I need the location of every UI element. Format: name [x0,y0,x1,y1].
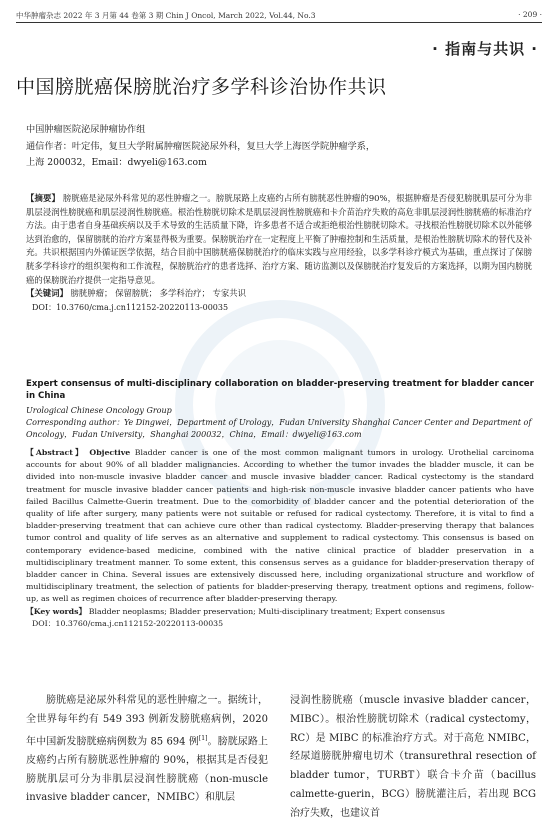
abstract-cn-label: 【摘要】 [26,193,61,203]
page-number: · 209 · [518,10,542,19]
body-column-left [26,692,268,808]
header-rule [16,22,542,23]
english-group: Urological Chinese Oncology Group [26,406,172,415]
body-left-part-b: 。膀胱尿路上皮癌约占所有膀胱恶性肿瘤的 90%，根据其是否侵犯膀胱肌层可分为非肌层浸润性膀胱癌（non-muscle invasive bladder cancer，NMIBC）和肌层 [26,735,268,804]
abstract-en-label: 【Abstract】 [26,448,85,457]
article-title: 中国膀胱癌保膀胱治疗多学科诊治协作共识 [16,76,387,98]
objective-label: Objective [89,448,131,457]
abstract-cn [26,192,532,314]
body-column-right: 浸润性膀胱癌（muscle invasive bladder cancer，MIBC）。根治性膀胱切除术（radical cystectomy，RC）是 MIBC 的标准治疗方式。对于高危 NMIBC，经尿道膀胱肿瘤电切术（transurethral resection of bladder tumor，TURBT）联合卡介苗（bacillus calmette-guerin，BCG）膀胱灌注后，若出现 BCG 治疗失败，也建议首 [290,695,536,819]
english-title: Expert consensus of multi-disciplinary collaboration on bladder-preserving treatment for bladder cancer in China [26,379,534,401]
keywords-en: Bladder neoplasms; Bladder preservation; Multi-disciplinary treatment; Expert consensus [88,606,445,616]
english-corresponding: Corresponding author：Ye Dingwei，Department of Urology，Fudan University Shanghai Cancer Center and Department of Oncology，Fudan University，Shanghai 200032，China，Email：dwyeli@163.com [26,418,532,440]
corresponding-line-2: 上海 200032，Email：dwyeli@163.com [26,157,207,168]
abstract-cn-text: 膀胱癌是泌尿外科常见的恶性肿瘤之一。膀胱尿路上皮癌约占所有膀胱恶性肿瘤的90%，根据肿瘤是否侵犯膀胱肌层可分为非肌层浸润性膀胱癌和肌层浸润性膀胱癌。根治性膀胱切除术是肌层浸润性膀胱癌和卡介苗治疗失败的高危非肌层浸润性膀胱癌的标准治疗方法。由于患者自身基础疾病以及手术导致的生活质量下降，许多患者不适合或拒绝根治性膀胱切除术。寻找根治性膀胱切除术以外能够达到治愈的，保留膀胱的治疗方案显得极为重要。保膀胱治疗在一定程度上平衡了肿瘤控制和生活质量，是根治性膀胱切除术的替代及补充。共识根据国内外循证医学依据，结合目前中国膀胱癌保膀胱治疗的临床实践与应用经验，以多学科诊疗模式为基础，重点探讨了保膀胱多学科诊疗的组织架构和工作流程，保膀胱治疗的患者选择、治疗方案、随访监测以及保膀胱治疗复发后的方案选择，以期为国内膀胱癌的保膀胱治疗提供一定指导意见。 [26,193,532,285]
doi-en: DOI：10.3760/cma.j.cn112152-20220113-00035 [32,618,224,628]
abstract-en [26,447,534,630]
journal-line: 中华肿瘤杂志 2022 年 3 月第 44 卷第 3 期 Chin J Oncol, March 2022, Vol.44, No.3 [16,11,316,20]
english-author-block [26,405,534,442]
keywords-cn: 膀胱肿瘤； 保留膀胱； 多学科治疗； 专家共识 [70,288,247,299]
section-label: · 指南与共识 · [432,40,538,58]
author-group: 中国肿瘤医院泌尿肿瘤协作组 [26,124,146,135]
body-left-part-a: 膀胱癌是泌尿外科常见的恶性肿瘤之一。据统计，全世界每年约有 549 393 例新发膀胱癌病例，2020 年中国新发膀胱癌病例数为 85 694 例 [26,695,268,747]
author-block [26,122,536,172]
citation-ref[interactable]: [1] [198,734,208,742]
keywords-cn-label: 【关键词】 [26,288,68,299]
keywords-en-label: 【Key words】 [26,606,87,616]
corresponding-line-1: 通信作者：叶定伟，复旦大学附属肿瘤医院泌尿外科，复旦大学上海医学院肿瘤学系， [26,140,376,152]
running-header [16,10,542,21]
doi-cn: DOI：10.3760/cma.j.cn112152-20220113-00035 [32,302,229,312]
abstract-en-text: Bladder cancer is one of the most common malignant tumors in urology. Urothelial carcinoma accounts for about 90% of all bladder malignancies. According to whether the tumor invades the bladder muscle, it can be divided into non-muscle invasive bladder cancer and muscle invasive bladder cancer. Radical cystectomy is the standard treatment for muscle invasive bladder cancer patients and high-risk non-muscle invasive bladder cancer patients who have failed Bacillus Calmette-Guerin treatment. Due to the comorbidity of bladder cancer and the potential deterioration of the quality of life after surgery, many patients were not suitable or refused for radical cystectomy. Therefore, it is vital to find a bladder-preserving treatment that can achieve cure other than radical cystectomy. Bladder-preserving therapy that balances tumor control and quality of life serves as an alternative and supplement to radical cystectomy. This consensus is based on contemporary evidence-based medicine, combined with the native clinical practice of bladder preservation in a multidisciplinary treatment manner. To some extent, this consensus serves as a guidance for bladder-preservation therapy of bladder cancer in China. Several issues are extensively discussed here, including organizational structure and workflow of multidisciplinary treatment, the selection of patients for bladder-preserving therapy, treatment options and regimens, follow-up, as well as regimen choices of recurrence after bladder-preserving therapy. [26,448,534,604]
